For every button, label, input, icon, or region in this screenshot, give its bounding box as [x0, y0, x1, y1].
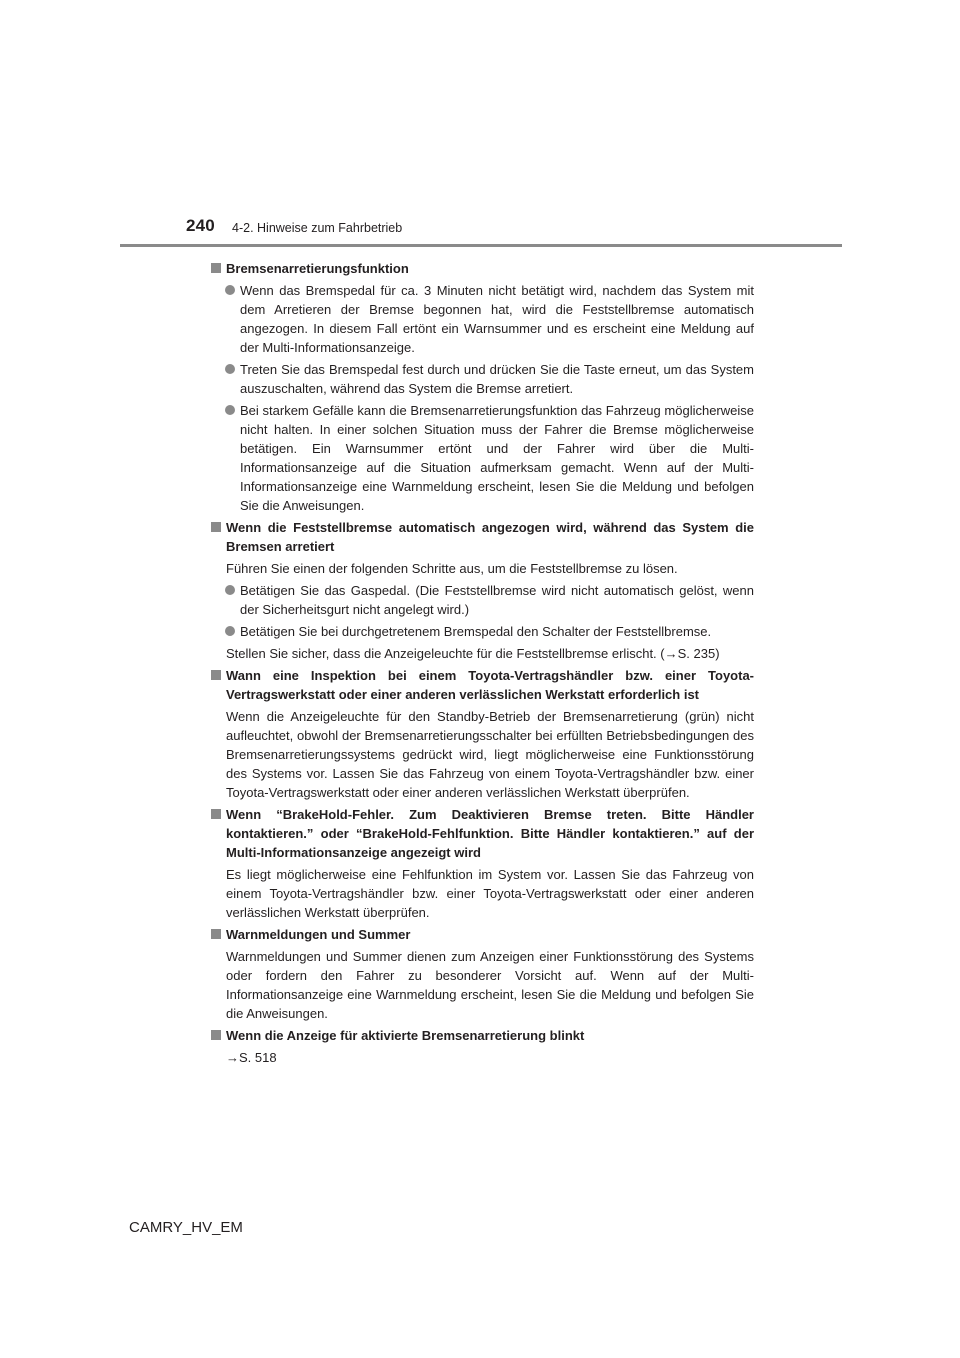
square-marker-icon: [211, 809, 221, 819]
section-heading-text: Wenn die Feststellbremse automatisch angezogen wird, während das System die Bremsen arretiert: [226, 520, 754, 554]
paragraph: Stellen Sie sicher, dass die Anzeigeleuchte für die Feststellbremse erlischt. (→S. 235): [226, 646, 720, 661]
bullet-dot-icon: [225, 405, 235, 415]
page-content: [210, 256, 754, 1067]
section-heading-text: Warnmeldungen und Summer: [226, 927, 411, 942]
footer-model-code: CAMRY_HV_EM: [129, 1219, 243, 1236]
square-marker-icon: [211, 1030, 221, 1040]
section-heading: [210, 518, 754, 556]
bullet-text: Treten Sie das Bremspedal fest durch und drücken Sie die Taste erneut, um das System auszuschalten, während das System die Bremse arretiert.: [240, 362, 754, 396]
section-heading: [210, 666, 754, 704]
bullet-text: Betätigen Sie das Gaspedal. (Die Feststellbremse wird nicht automatisch gelöst, wenn der Sicherheitsgurt nicht angelegt wird.): [240, 583, 754, 617]
bullet-text: Betätigen Sie bei durchgetretenem Bremspedal den Schalter der Feststellbremse.: [240, 624, 712, 639]
bullet-item: [210, 360, 754, 398]
section-heading: [210, 925, 754, 944]
page-number: 240: [186, 216, 215, 235]
bullet-dot-icon: [225, 285, 235, 295]
bullet-item: [210, 401, 754, 515]
bullet-dot-icon: [225, 585, 235, 595]
bullet-text: Bei starkem Gefälle kann die Bremsenarretierungsfunktion das Fahrzeug möglicherweise nicht halten. In einer solchen Situation muss der Fahrer die Bremse möglicherweise betätigen. Ein Warnsummer ertönt und der Fahrer wird über die Multi-Informationsanzeige auf die Situation aufmerksam gemacht. Wenn auf der Multi-Informationsanzeige eine Warnmeldung erscheint, lesen Sie die Meldung und befolgen Sie die Anweisungen.: [240, 403, 754, 513]
square-marker-icon: [211, 670, 221, 680]
bullet-dot-icon: [225, 626, 235, 636]
square-marker-icon: [211, 263, 221, 273]
section-heading-text: Wenn die Anzeige für aktivierte Bremsenarretierung blinkt: [226, 1028, 585, 1043]
section-heading-text: Wenn “BrakeHold-Fehler. Zum Deaktivieren Bremse treten. Bitte Händler kontaktieren.” oder “BrakeHold-Fehlfunktion. Bitte Händler kontaktieren.” auf der Multi-Informationsanzeige angezeigt wird: [226, 807, 754, 860]
paragraph: Es liegt möglicherweise eine Fehlfunktion im System vor. Lassen Sie das Fahrzeug von einem Toyota-Vertragshändler bzw. einer Toyota-Vertragswerkstatt oder einer anderen verlässlichen Werkstatt überprüfen.: [226, 867, 754, 920]
section-heading: [210, 259, 754, 278]
section-heading-text: Bremsenarretierungsfunktion: [226, 261, 409, 276]
section-heading: [210, 1026, 754, 1045]
section-heading: [210, 805, 754, 862]
paragraph: Führen Sie einen der folgenden Schritte aus, um die Feststellbremse zu lösen.: [226, 561, 678, 576]
paragraph: Wenn die Anzeigeleuchte für den Standby-Betrieb der Bremsenarretierung (grün) nicht aufleuchtet, obwohl der Bremsenarretierungsschalter bei erfüllten Betriebsbedingungen des Bremsenarretierungssystems gedrückt wird, liegt möglicherweise eine Funktionsstörung des Systems vor. Lassen Sie das Fahrzeug von einem Toyota-Vertragshändler bzw. einer Toyota-Vertragswerkstatt oder einer anderen verlässlichen Werkstatt überprüfen.: [226, 709, 754, 800]
header-rule: [120, 244, 842, 247]
section-heading-text: Wann eine Inspektion bei einem Toyota-Vertragshändler bzw. einer Toyota-Vertragswerkstatt oder einer anderen verlässlichen Werkstatt erforderlich ist: [226, 668, 754, 702]
bullet-item: [210, 581, 754, 619]
square-marker-icon: [211, 929, 221, 939]
paragraph: Warnmeldungen und Summer dienen zum Anzeigen einer Funktionsstörung des Systems oder fordern den Fahrer zu besonderer Vorsicht auf. Wenn auf der Multi-Informationsanzeige eine Warnmeldung erscheint, lesen Sie die Meldung und befolgen Sie die Anweisungen.: [226, 949, 754, 1021]
square-marker-icon: [211, 522, 221, 532]
bullet-item: [210, 622, 754, 641]
page-reference: →S. 518: [226, 1050, 277, 1065]
bullet-text: Wenn das Bremspedal für ca. 3 Minuten nicht betätigt wird, nachdem das System mit dem Arretieren der Bremse begonnen hat, wird die Feststellbremse automatisch angezogen. In diesem Fall ertönt ein Warnsummer und es erscheint eine Meldung auf der Multi-Informationsanzeige.: [240, 283, 754, 355]
bullet-item: [210, 281, 754, 357]
bullet-dot-icon: [225, 364, 235, 374]
section-title: 4-2. Hinweise zum Fahrbetrieb: [232, 221, 403, 235]
